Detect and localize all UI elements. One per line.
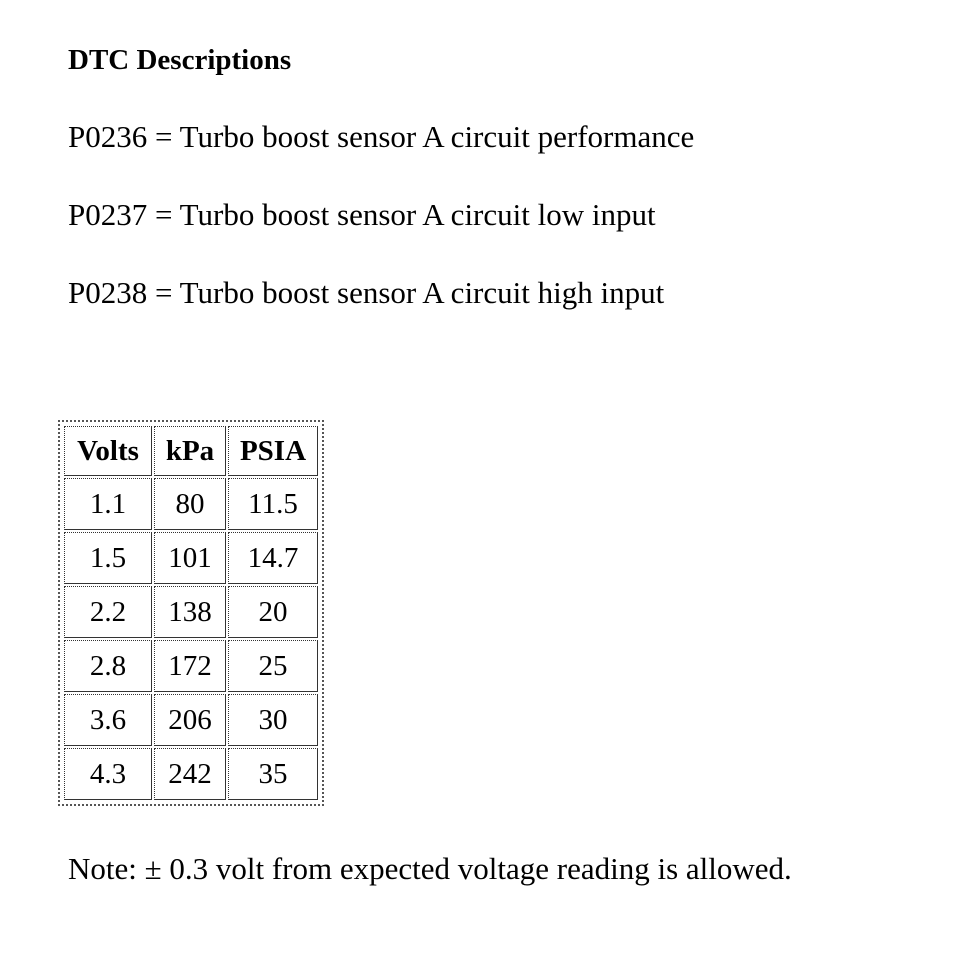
sensor-voltage-table [62,424,320,802]
cell-volts: 2.8 [64,640,152,692]
header-psia: PSIA [228,426,318,476]
table-row [64,694,318,746]
cell-kpa: 80 [154,478,226,530]
cell-psia: 11.5 [228,478,318,530]
cell-psia: 14.7 [228,532,318,584]
dtc-description-p0237: P0237 = Turbo boost sensor A circuit low input [68,197,656,232]
cell-volts: 1.5 [64,532,152,584]
dtc-description-p0236: P0236 = Turbo boost sensor A circuit performance [68,119,695,154]
cell-volts: 2.2 [64,586,152,638]
table-row [64,478,318,530]
table-row [64,640,318,692]
cell-kpa: 138 [154,586,226,638]
table-row [64,586,318,638]
tolerance-note: Note: ± 0.3 volt from expected voltage reading is allowed. [68,851,792,886]
header-volts: Volts [64,426,152,476]
cell-psia: 25 [228,640,318,692]
cell-psia: 35 [228,748,318,800]
page-heading: DTC Descriptions [68,44,292,76]
cell-kpa: 242 [154,748,226,800]
cell-kpa: 206 [154,694,226,746]
cell-kpa: 101 [154,532,226,584]
header-kpa: kPa [154,426,226,476]
cell-volts: 1.1 [64,478,152,530]
cell-kpa: 172 [154,640,226,692]
sensor-table-frame [58,420,324,806]
table-header-row [64,426,318,476]
dtc-description-p0238: P0238 = Turbo boost sensor A circuit high input [68,275,665,310]
table-row [64,532,318,584]
table-row [64,748,318,800]
cell-volts: 3.6 [64,694,152,746]
cell-psia: 30 [228,694,318,746]
cell-volts: 4.3 [64,748,152,800]
cell-psia: 20 [228,586,318,638]
